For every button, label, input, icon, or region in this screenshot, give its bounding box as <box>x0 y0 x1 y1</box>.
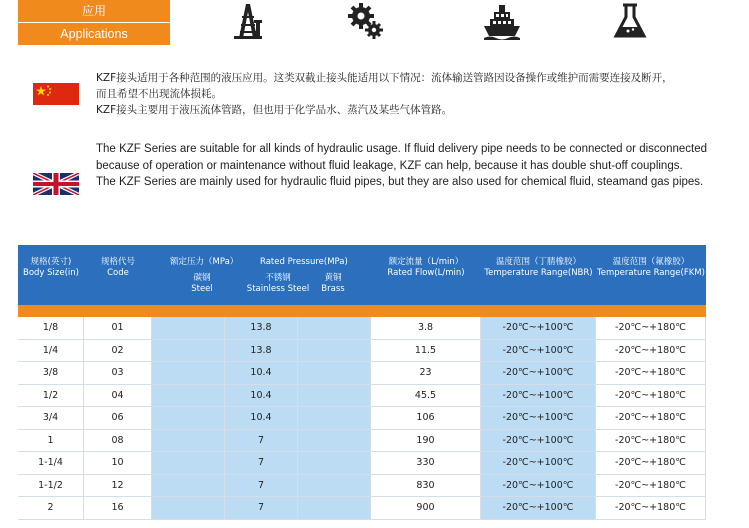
cell-brass <box>298 475 371 497</box>
description-cn-line-1: KZF接头适用于各种范围的液压应用。这类双截止接头能适用以下情况：流体输送管路因设备操作或维护而需要连接及断开， <box>96 72 673 84</box>
description-en-para-2: The KZF Series are mainly used for hydraulic fluid pipes, but they are also used for chemical fluid, steamand gas pipes. <box>96 176 704 188</box>
cell-code: 08 <box>84 430 152 452</box>
cell-brass <box>298 430 371 452</box>
cell-flow: 3.8 <box>371 317 481 339</box>
cell-nbr: -20℃~+100℃ <box>481 497 596 519</box>
cell-steel <box>152 340 225 362</box>
cell-stainless: 10.4 <box>225 407 298 429</box>
cell-size: 1/8 <box>18 317 84 339</box>
cell-steel <box>152 317 225 339</box>
table-row <box>18 317 706 340</box>
cell-steel <box>152 452 225 474</box>
cell-code: 10 <box>84 452 152 474</box>
header-brass-cn: 黄铜 <box>324 273 342 283</box>
cell-stainless: 7 <box>225 430 298 452</box>
header-nbr-cn: 温度范围（丁腈橡胶） <box>495 257 581 267</box>
cell-steel <box>152 475 225 497</box>
cell-flow: 830 <box>371 475 481 497</box>
cell-nbr: -20℃~+100℃ <box>481 385 596 407</box>
cell-steel <box>152 362 225 384</box>
table-row <box>18 340 706 363</box>
header-fkm-en: Temperature Range(FKM) <box>597 268 705 278</box>
cell-stainless: 7 <box>225 452 298 474</box>
cell-steel <box>152 385 225 407</box>
description-cn <box>96 70 708 118</box>
cell-size: 1-1/2 <box>18 475 84 497</box>
cell-nbr: -20℃~+100℃ <box>481 452 596 474</box>
specifications-table <box>18 245 706 520</box>
table-row <box>18 497 706 520</box>
cell-fkm: -20℃~+180℃ <box>596 452 706 474</box>
cell-flow: 190 <box>371 430 481 452</box>
cell-fkm: -20℃~+180℃ <box>596 340 706 362</box>
cell-flow: 106 <box>371 407 481 429</box>
cell-fkm: -20℃~+180℃ <box>596 497 706 519</box>
cell-steel <box>152 430 225 452</box>
table-row <box>18 452 706 475</box>
china-flag-icon <box>33 83 79 105</box>
cell-brass <box>298 362 371 384</box>
cell-stainless: 13.8 <box>225 317 298 339</box>
cell-nbr: -20℃~+100℃ <box>481 430 596 452</box>
header-size-en: Body Size(in) <box>23 268 79 278</box>
cell-nbr: -20℃~+100℃ <box>481 317 596 339</box>
cell-code: 16 <box>84 497 152 519</box>
cell-brass <box>298 317 371 339</box>
table-header <box>18 245 706 305</box>
cell-stainless: 7 <box>225 475 298 497</box>
header-nbr <box>481 257 596 279</box>
cell-stainless: 10.4 <box>225 362 298 384</box>
cell-code: 02 <box>84 340 152 362</box>
cell-size: 1/4 <box>18 340 84 362</box>
header-fkm <box>596 257 706 279</box>
description-en-para-1: The KZF Series are suitable for all kinds of hydraulic usage. If fluid delivery pipe needs to be connected or disconnected because of operation or maintenance without fluid leakage, KZF can help, because it has double shut-off couplings. <box>96 143 707 172</box>
chemical-flask-icon <box>612 2 648 40</box>
header-flow-cn: 额定流量（L/min） <box>388 257 464 267</box>
cell-nbr: -20℃~+100℃ <box>481 362 596 384</box>
cell-size: 3/8 <box>18 362 84 384</box>
applications-tab-en: Applications <box>18 23 170 45</box>
cell-fkm: -20℃~+180℃ <box>596 430 706 452</box>
cell-fkm: -20℃~+180℃ <box>596 475 706 497</box>
header-size-cn: 规格(英寸) <box>30 257 72 267</box>
gears-icon <box>348 2 384 40</box>
description-en <box>96 141 707 191</box>
header-divider <box>18 305 706 317</box>
cell-brass <box>298 407 371 429</box>
cell-size: 1 <box>18 430 84 452</box>
header-stainless-cn: 不锈钢 <box>265 273 291 283</box>
cell-steel <box>152 407 225 429</box>
oil-derrick-icon <box>230 2 266 40</box>
cell-fkm: -20℃~+180℃ <box>596 362 706 384</box>
header-code <box>84 257 152 279</box>
cell-size: 1/2 <box>18 385 84 407</box>
cell-brass <box>298 452 371 474</box>
cell-size: 2 <box>18 497 84 519</box>
cell-code: 01 <box>84 317 152 339</box>
cell-size: 3/4 <box>18 407 84 429</box>
header-brass <box>298 273 368 295</box>
cell-stainless: 10.4 <box>225 385 298 407</box>
cell-stainless: 7 <box>225 497 298 519</box>
cell-fkm: -20℃~+180℃ <box>596 407 706 429</box>
cell-nbr: -20℃~+100℃ <box>481 407 596 429</box>
applications-tab-cn: 应用 <box>18 0 170 22</box>
cell-fkm: -20℃~+180℃ <box>596 385 706 407</box>
table-body <box>18 317 706 520</box>
cell-brass <box>298 385 371 407</box>
header-code-cn: 规格代号 <box>100 257 135 267</box>
cell-flow: 900 <box>371 497 481 519</box>
table-row <box>18 407 706 430</box>
header-fkm-cn: 温度范围（氟橡胶） <box>612 257 690 267</box>
header-pressure-en: Rated Pressure(MPa) <box>260 257 348 267</box>
cell-steel <box>152 497 225 519</box>
cell-flow: 23 <box>371 362 481 384</box>
cell-stainless: 13.8 <box>225 340 298 362</box>
cell-fkm: -20℃~+180℃ <box>596 317 706 339</box>
description-cn-line-3: KZF接头主要用于液压流体管路，但也用于化学品水、蒸汽及某些气体管路。 <box>96 104 453 116</box>
header-brass-en: Brass <box>321 284 345 294</box>
ship-icon <box>482 2 522 40</box>
table-row <box>18 430 706 453</box>
header-nbr-en: Temperature Range(NBR) <box>484 268 593 278</box>
header-flow <box>371 257 481 279</box>
cell-flow: 11.5 <box>371 340 481 362</box>
cell-flow: 330 <box>371 452 481 474</box>
table-row <box>18 385 706 408</box>
cell-flow: 45.5 <box>371 385 481 407</box>
cell-code: 12 <box>84 475 152 497</box>
header-flow-en: Rated Flow(L/min) <box>387 268 465 278</box>
cell-brass <box>298 497 371 519</box>
cell-nbr: -20℃~+100℃ <box>481 340 596 362</box>
cell-code: 06 <box>84 407 152 429</box>
uk-flag-icon <box>33 173 79 195</box>
cell-nbr: -20℃~+100℃ <box>481 475 596 497</box>
header-steel-en: Steel <box>191 284 213 294</box>
cell-code: 04 <box>84 385 152 407</box>
table-row <box>18 475 706 498</box>
header-steel-cn: 碳钢 <box>193 273 211 283</box>
cell-size: 1-1/4 <box>18 452 84 474</box>
cell-code: 03 <box>84 362 152 384</box>
table-row <box>18 362 706 385</box>
cell-brass <box>298 340 371 362</box>
description-cn-line-2: 而且希望不出现流体损耗。 <box>96 88 222 100</box>
header-stainless-en: Stainless Steel <box>246 284 310 294</box>
header-pressure-cn: 额定压力（MPa） <box>170 257 239 267</box>
header-code-en: Code <box>107 268 129 278</box>
header-size <box>18 257 84 279</box>
